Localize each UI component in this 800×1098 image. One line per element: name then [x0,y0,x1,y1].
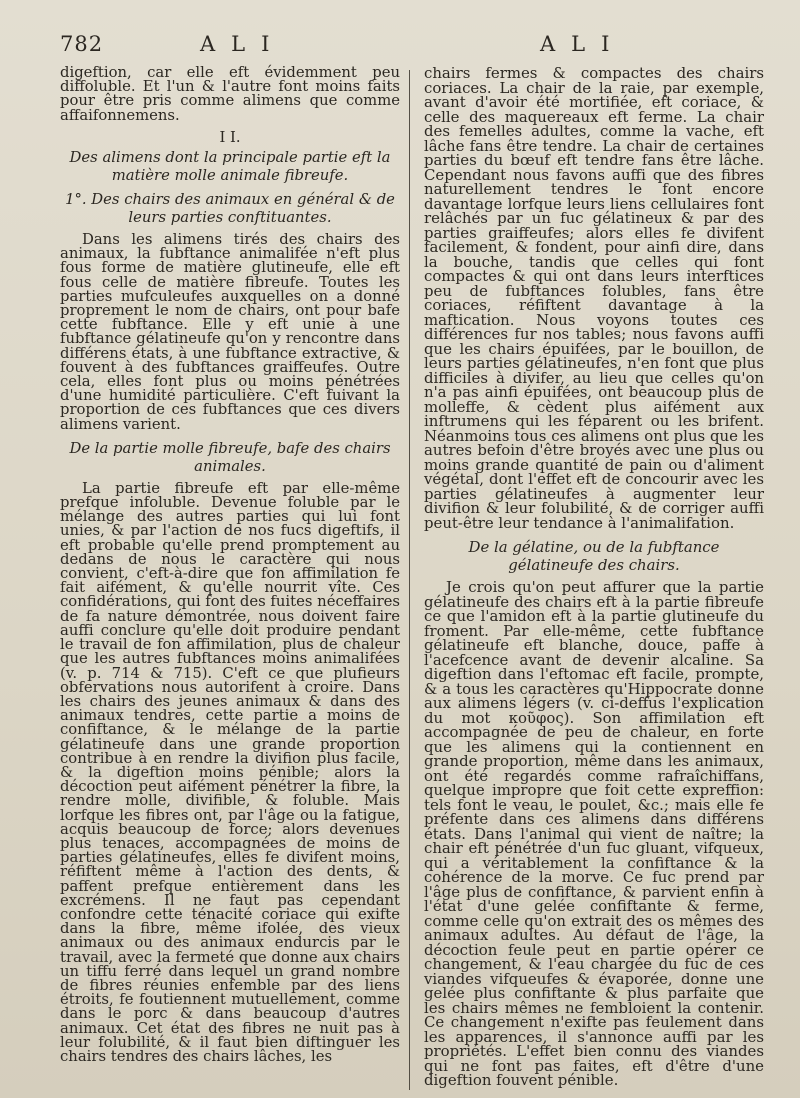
subsection-heading: De la partie molle fibreufe, bafe des chairs animales. [69,439,391,475]
page-header [0,32,800,66]
paragraph: digeftion, car elle eft évidemment peu diffoluble. Et l'un & l'autre font moins faits pour être pris comme alimens que comme affaifonnemens. [60,64,400,124]
left-column [60,66,400,1064]
subsection-title: 1°. Des chairs des animaux en général & de leurs parties conftituantes. [65,191,395,227]
page-number: 782 [60,32,104,56]
paragraph: chairs fermes & compactes des chairs coriaces. La chair de la raie, par exemple, avant d'avoir été mortifiée, eft coriace, & celle des maquereaux eft ferme. La chair des femelles adultes, comme la vache, eft lâche fans être tendre. La chair de certaines parties du bœuf eft tendre fans être lâche. Cependant nous favons auffi que des fibres naturellement tendres le font encore davantage lorfque leurs liens cellulaires font relâchés par un fuc gélatineux & par des parties graiffeufes; alors elles fe divifent facilement, & fondent, pour ainfi dire, dans la bouche, tandis que celles qui font compactes & qui ont dans leurs interftices peu de fubftances folubles, fans être coriaces, réfiftent davantage à la maftication. Nous voyons toutes ces différences fur nos tables; nous favons auffi que les chairs épuifées, par le bouillon, de leurs parties gélatineufes, n'en font que plus difficiles à divifer, au lieu que celles qu'on n'a pas ainfi épuifées, ont beaucoup plus de molleffe, & cèdent plus aifément aux inftrumens qui les féparent ou les brifent. Néanmoins tous ces alimens ont plus que les autres befoin d'être broyés avec une plus ou moins grande quantité de pain ou d'aliment végétal, dont l'effet eft de concourir avec les parties gélatineufes à augmenter leur divifion & leur folubilité, & de corriger auffi peut-être leur tendance à l'animalifation. [424,64,764,532]
paragraph: La partie fibreufe eft par elle-même prefque infoluble. Devenue foluble par le mélange des autres parties qui lui font unies, & par l'action de nos fucs digeftifs, il eft probable qu'elle prend promptement au dedans de nous le caractère qui nous convient, c'eft-à-dire que fon affimilation fe fait aifément, & qu'elle nourrit vîte. Ces confidérations, qui font des fuites néceffaires de fa nature démontrée, nous doivent faire auffi conclure qu'elle doit produire pendant le travail de fon affimilation, plus de chaleur que les autres fubftances moins animalifées (v. p. 714 & 715). C'eft ce que plufieurs obfervations nous autorifent à croire. Dans les chairs des jeunes animaux & dans des animaux tendres, cette partie a moins de confiftance, & le mélange de la partie gélatineufe dans une grande proportion contribue à en rendre la divifion plus facile, & la digeftion moins pénible; alors la décoction peut aifément pénétrer la fibre, la rendre molle, divifible, & foluble. Mais lorfque les fibres ont, par l'âge ou la fatigue, acquis beaucoup de force; alors devenues plus tenaces, accompagnées de moins de parties gélatineufes, elles fe divifent moins, réfiftent même à l'action des dents, & paffent prefque entièrement dans les excrémens. Il ne faut pas cependant confondre cette ténacité coriace qui exifte dans la fibre, même ifolée, des vieux animaux ou des animaux endurcis par le travail, avec la fermeté que donne aux chairs un tiffu ferré dans lequel un grand nombre de fibres réunies enfemble par des liens étroits, fe foutiennent mutuellement, comme dans le porc & dans beaucoup d'autres animaux. Cet état des fibres ne nuit pas à leur folubilité, & il faut bien diftinguer les chairs tendres des chairs lâches, les [60,479,400,1065]
column-divider [409,70,410,1090]
running-head-left: ALI [200,32,286,56]
paragraph: Je crois qu'on peut affurer que la partie gélatineufe des chairs eft à la partie fibreufe ce que l'amidon eft à la partie glutineufe du froment. Par elle-même, cette fubftance gélatineufe eft blanche, douce, paffe à l'acefcence avant de devenir alcaline. Sa digeftion dans l'eftomac eft facile, prompte, & a tous les caractères qu'Hippocrate donne aux alimens légers (v. ci-deffus l'explication du mot κοῦφος). Son affimilation eft accompagnée de peu de chaleur, en forte que les alimens qui la contiennent en grande proportion, même dans les animaux, ont été regardés comme rafraîchiffans, quelque impropre que foit cette expreffion: tels font le veau, le poulet, &c.; mais elle fe préfente dans ces alimens dans différens états. Dans l'animal qui vient de naître; la chair eft pénétrée d'un fuc gluant, vifqueux, qui a véritablement la confiftance & la cohérence de la morve. Ce fuc prend par l'âge plus de confiftance, & parvient enfin à l'état d'une gelée confiftante & ferme, comme celle qu'on extrait des os mêmes des animaux adultes. Au défaut de l'âge, la décoction feule peut en partie opérer ce changement, & l'eau chargée du fuc de ces viandes vifqueufes & évaporée, donne une gelée plus confiftante & plus parfaite que les chairs mêmes ne fembloient la contenir. Ce changement n'exifte pas feulement dans les apparences, il s'annonce auffi par les propriétés. L'effet bien connu des viandes qui ne font pas faites, eft d'être d'une digeftion fouvent pénible. [424,578,764,1089]
section-number: I I. [219,128,241,146]
section-title: Des alimens dont la principale partie eft la matière molle animale fibreufe. [69,149,391,185]
running-head-right: ALI [540,32,626,56]
right-column [424,66,764,1088]
subsection-heading: De la gélatine, ou de la fubftance gélatineufe des chairs. [468,538,720,574]
paragraph: Dans les alimens tirés des chairs des animaux, la fubftance animalifée n'eft plus fous forme de matière glutineufe, elle eft fous celle de matière fibreufe. Toutes les parties mufculeufes auxquelles on a donné proprement le nom de chairs, ont pour bafe cette fubftance. Elle y eft unie à une fubftance gélatineufe qu'on y rencontre dans différens états, à une fubftance extractive, & fouvent à des fubftances graiffeufes. Outre cela, elles font plus ou moins pénétrées d'une humidité particulière. C'eft fuivant la proportion de ces fubftances que ces divers alimens varient. [60,231,400,433]
